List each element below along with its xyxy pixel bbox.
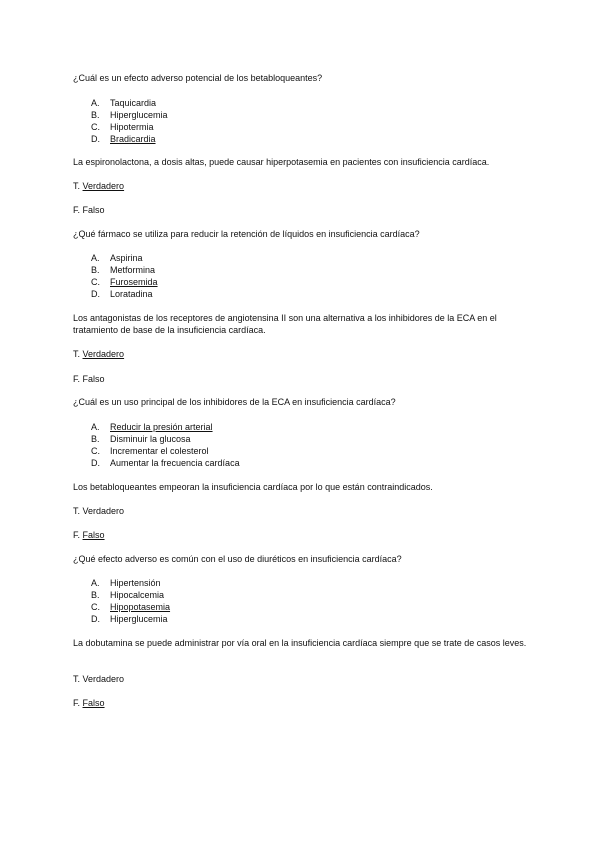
- option-text: Taquicardia: [110, 98, 157, 108]
- question-text: Los betabloqueantes empeoran la insuficiencia cardíaca por lo que están contraindicados.: [73, 482, 433, 492]
- option-letter: D.: [91, 289, 100, 299]
- question-4-false: [73, 373, 533, 385]
- option-c: [73, 601, 533, 613]
- option-text-correct: Hipopotasemia: [110, 602, 171, 612]
- question-2-false: [73, 204, 533, 216]
- option-c: [73, 121, 533, 133]
- question-text: La dobutamina se puede administrar por vía oral en la insuficiencia cardíaca siempre que se trate de casos leves.: [73, 638, 527, 648]
- option-text: Hiperglucemia: [110, 614, 168, 624]
- option-d: [73, 133, 533, 145]
- option-letter: B.: [91, 265, 100, 275]
- question-text: La espironolactona, a dosis altas, puede causar hiperpotasemia en pacientes con insuficiencia cardíaca.: [73, 157, 490, 167]
- question-text: ¿Cuál es un uso principal de los inhibidores de la ECA en insuficiencia cardíaca?: [73, 397, 396, 407]
- option-text: Incrementar el colesterol: [110, 446, 209, 456]
- true-label-selected: Verdadero: [82, 349, 125, 359]
- option-text: Aspirina: [110, 253, 143, 263]
- option-a: [73, 421, 533, 433]
- option-a: [73, 97, 533, 109]
- option-a: [73, 252, 533, 264]
- option-letter: C.: [91, 277, 100, 287]
- question-7: [73, 553, 533, 625]
- false-label-selected: Falso: [82, 698, 105, 708]
- false-label: Falso: [82, 374, 105, 384]
- false-prefix: F.: [73, 530, 81, 540]
- option-text: Metformina: [110, 265, 156, 275]
- option-letter: A.: [91, 98, 100, 108]
- question-text: ¿Cuál es un efecto adverso potencial de los betabloqueantes?: [73, 73, 323, 83]
- true-label: Verdadero: [82, 674, 125, 684]
- option-letter: B.: [91, 434, 100, 444]
- question-4-true: [73, 348, 533, 360]
- true-prefix: T.: [73, 506, 81, 516]
- option-letter: D.: [91, 458, 100, 468]
- option-letter: A.: [91, 253, 100, 263]
- option-text-correct: Reducir la presión arterial: [110, 422, 213, 432]
- option-text: Aumentar la frecuencia cardíaca: [110, 458, 240, 468]
- option-b: [73, 433, 533, 445]
- option-text: Hiperglucemia: [110, 110, 168, 120]
- question-6-true: [73, 505, 533, 517]
- question-text: Los antagonistas de los receptores de angiotensina II son una alternativa a los inhibidores de la ECA en el tratamiento de base de la insuficiencia cardíaca.: [73, 313, 497, 335]
- options-list: [73, 252, 533, 300]
- true-prefix: T.: [73, 349, 81, 359]
- option-c: [73, 445, 533, 457]
- false-prefix: F.: [73, 698, 81, 708]
- true-prefix: T.: [73, 181, 81, 191]
- true-prefix: T.: [73, 674, 81, 684]
- question-6: [73, 481, 533, 493]
- option-letter: C.: [91, 122, 100, 132]
- option-c: [73, 276, 533, 288]
- question-1: [73, 72, 533, 145]
- option-letter: B.: [91, 110, 100, 120]
- question-2: [73, 156, 533, 168]
- option-d: [73, 613, 533, 625]
- question-3: [73, 228, 533, 300]
- question-text: ¿Qué fármaco se utiliza para reducir la retención de líquidos en insuficiencia cardíaca?: [73, 229, 420, 239]
- option-letter: B.: [91, 590, 100, 600]
- true-label-selected: Verdadero: [82, 181, 125, 191]
- option-letter: D.: [91, 134, 100, 144]
- option-text-correct: Bradicardia: [110, 134, 156, 144]
- question-4: [73, 312, 533, 336]
- option-letter: A.: [91, 578, 100, 588]
- option-text: Hipotermia: [110, 122, 154, 132]
- option-d: [73, 457, 533, 469]
- option-letter: A.: [91, 422, 100, 432]
- option-a: [73, 577, 533, 589]
- options-list: [73, 97, 533, 145]
- option-text-correct: Furosemida: [110, 277, 158, 287]
- option-text: Hipocalcemia: [110, 590, 165, 600]
- false-label-selected: Falso: [82, 530, 105, 540]
- options-list: [73, 421, 533, 469]
- question-text: ¿Qué efecto adverso es común con el uso de diuréticos en insuficiencia cardíaca?: [73, 554, 402, 564]
- option-text: Hipertensión: [110, 578, 161, 588]
- true-label: Verdadero: [82, 506, 125, 516]
- question-8-false: [73, 697, 533, 709]
- option-b: [73, 589, 533, 601]
- option-letter: C.: [91, 446, 100, 456]
- option-text: Loratadina: [110, 289, 153, 299]
- question-8-true: [73, 673, 533, 685]
- question-6-false: [73, 529, 533, 541]
- false-prefix: F.: [73, 205, 81, 215]
- option-letter: D.: [91, 614, 100, 624]
- question-5: [73, 396, 533, 469]
- false-label: Falso: [82, 205, 105, 215]
- option-b: [73, 109, 533, 121]
- option-b: [73, 264, 533, 276]
- options-list: [73, 577, 533, 625]
- option-d: [73, 288, 533, 300]
- option-letter: C.: [91, 602, 100, 612]
- question-8: [73, 637, 533, 649]
- false-prefix: F.: [73, 374, 81, 384]
- option-text: Disminuir la glucosa: [110, 434, 191, 444]
- question-2-true: [73, 180, 533, 192]
